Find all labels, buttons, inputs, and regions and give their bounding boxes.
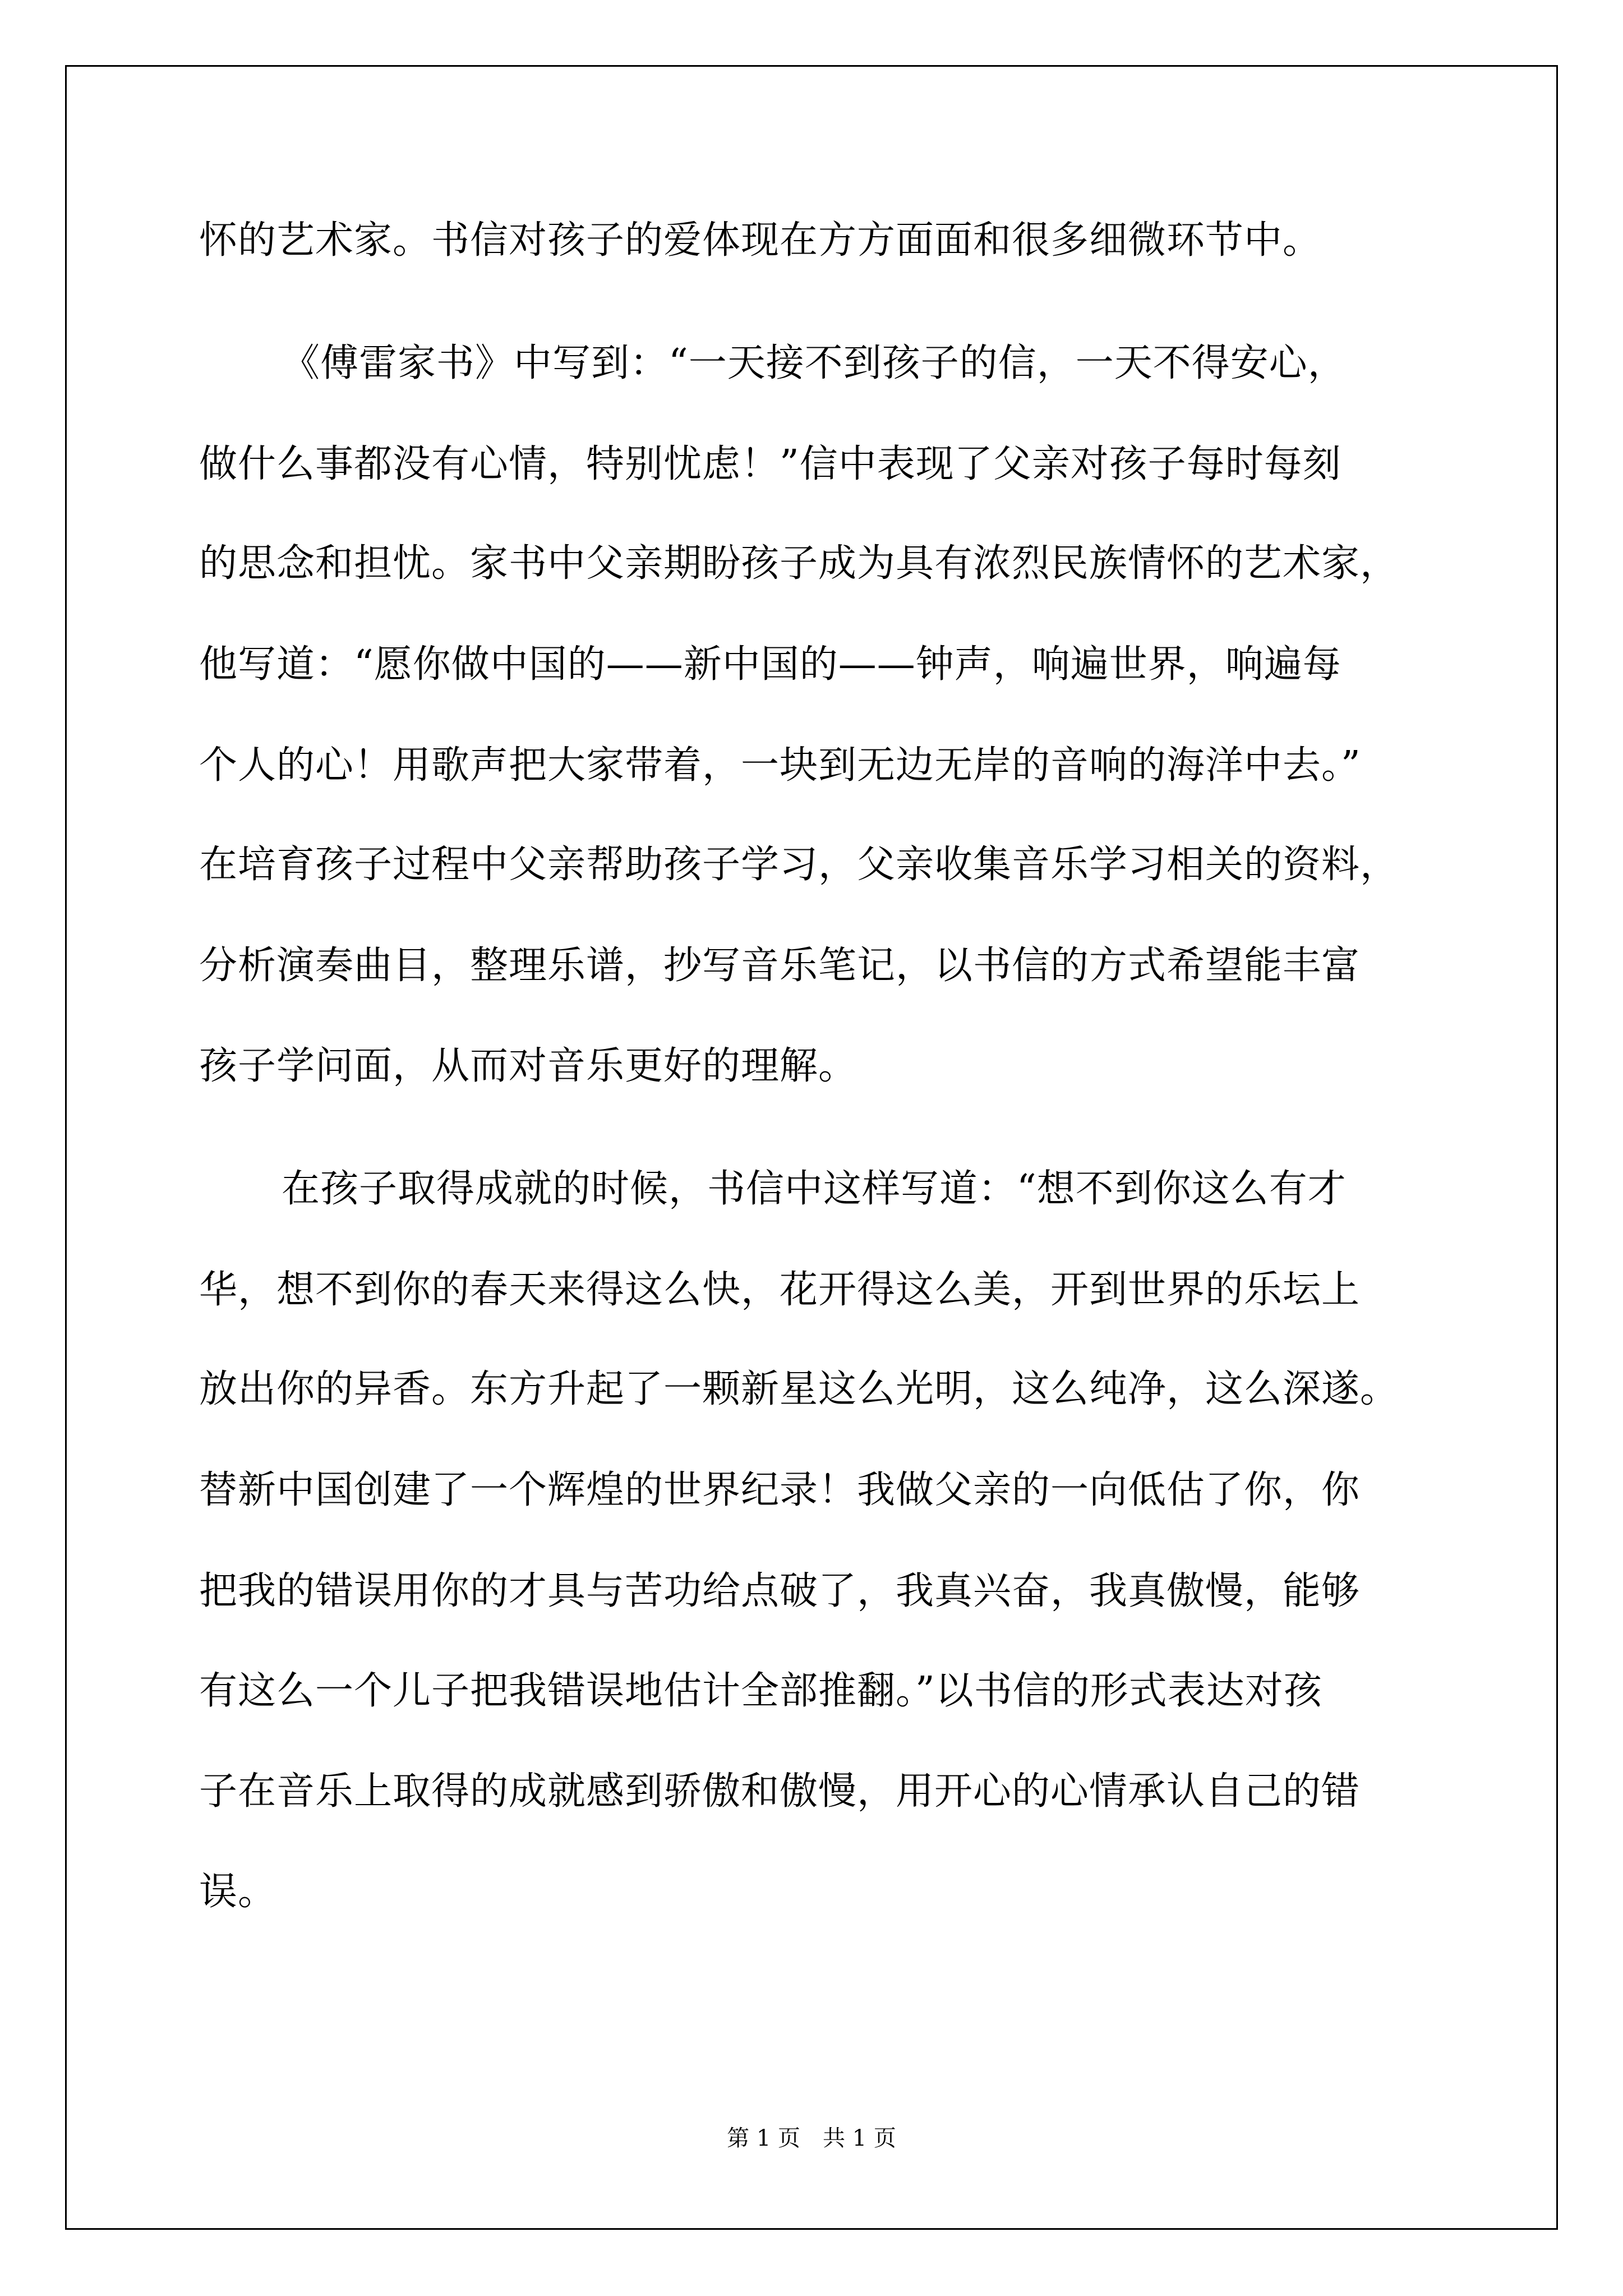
text-line: 替新中国创建了一个辉煌的世界纪录！我做父亲的一向低估了你，你	[199, 1468, 1361, 1512]
text-line: 华，想不到你的春天来得这么快，花开得这么美，开到世界的乐坛上	[199, 1268, 1361, 1312]
text-line: 的思念和担忧。家书中父亲期盼孩子成为具有浓烈民族情怀的艺术家，	[199, 541, 1399, 586]
text-line: 放出你的异香。东方升起了一颗新星这么光明，这么纯净，这么深遂。	[199, 1367, 1399, 1411]
text-line: 《傅雷家书》中写到：“一天接不到孩子的信，一天不得安心，	[282, 341, 1347, 385]
text-line: 孩子学问面，从而对音乐更好的理解。	[199, 1044, 857, 1088]
text-line: 在培育孩子过程中父亲帮助孩子学习，父亲收集音乐学习相关的资料，	[199, 843, 1399, 887]
text-line: 把我的错误用你的才具与苦功给点破了，我真兴奋，我真傲慢，能够	[199, 1569, 1361, 1613]
text-line: 子在音乐上取得的成就感到骄傲和傲慢，用开心的心情承认自己的错	[199, 1769, 1361, 1814]
page-footer: 第 1 页 共 1 页	[727, 2125, 896, 2151]
text-line: 他写道：“愿你做中国的——新中国的——钟声，响遍世界，响遍每	[199, 642, 1341, 687]
text-line: 做什么事都没有心情，特别忧虑！”信中表现了父亲对孩子每时每刻	[199, 442, 1341, 486]
text-line: 有这么一个儿子把我错误地估计全部推翻。”以书信的形式表达对孩	[199, 1669, 1322, 1713]
text-line: 怀的艺术家。书信对孩子的爱体现在方方面面和很多细微环节中。	[199, 218, 1322, 263]
text-line: 分析演奏曲目，整理乐谱，抄写音乐笔记，以书信的方式希望能丰富	[199, 944, 1361, 988]
text-line: 误。	[199, 1870, 277, 1914]
text-line: 个人的心！用歌声把大家带着，一块到无边无岸的音响的海洋中去。”	[199, 743, 1361, 788]
text-line: 在孩子取得成就的时候，书信中这样写道：“想不到你这么有才	[282, 1167, 1347, 1211]
